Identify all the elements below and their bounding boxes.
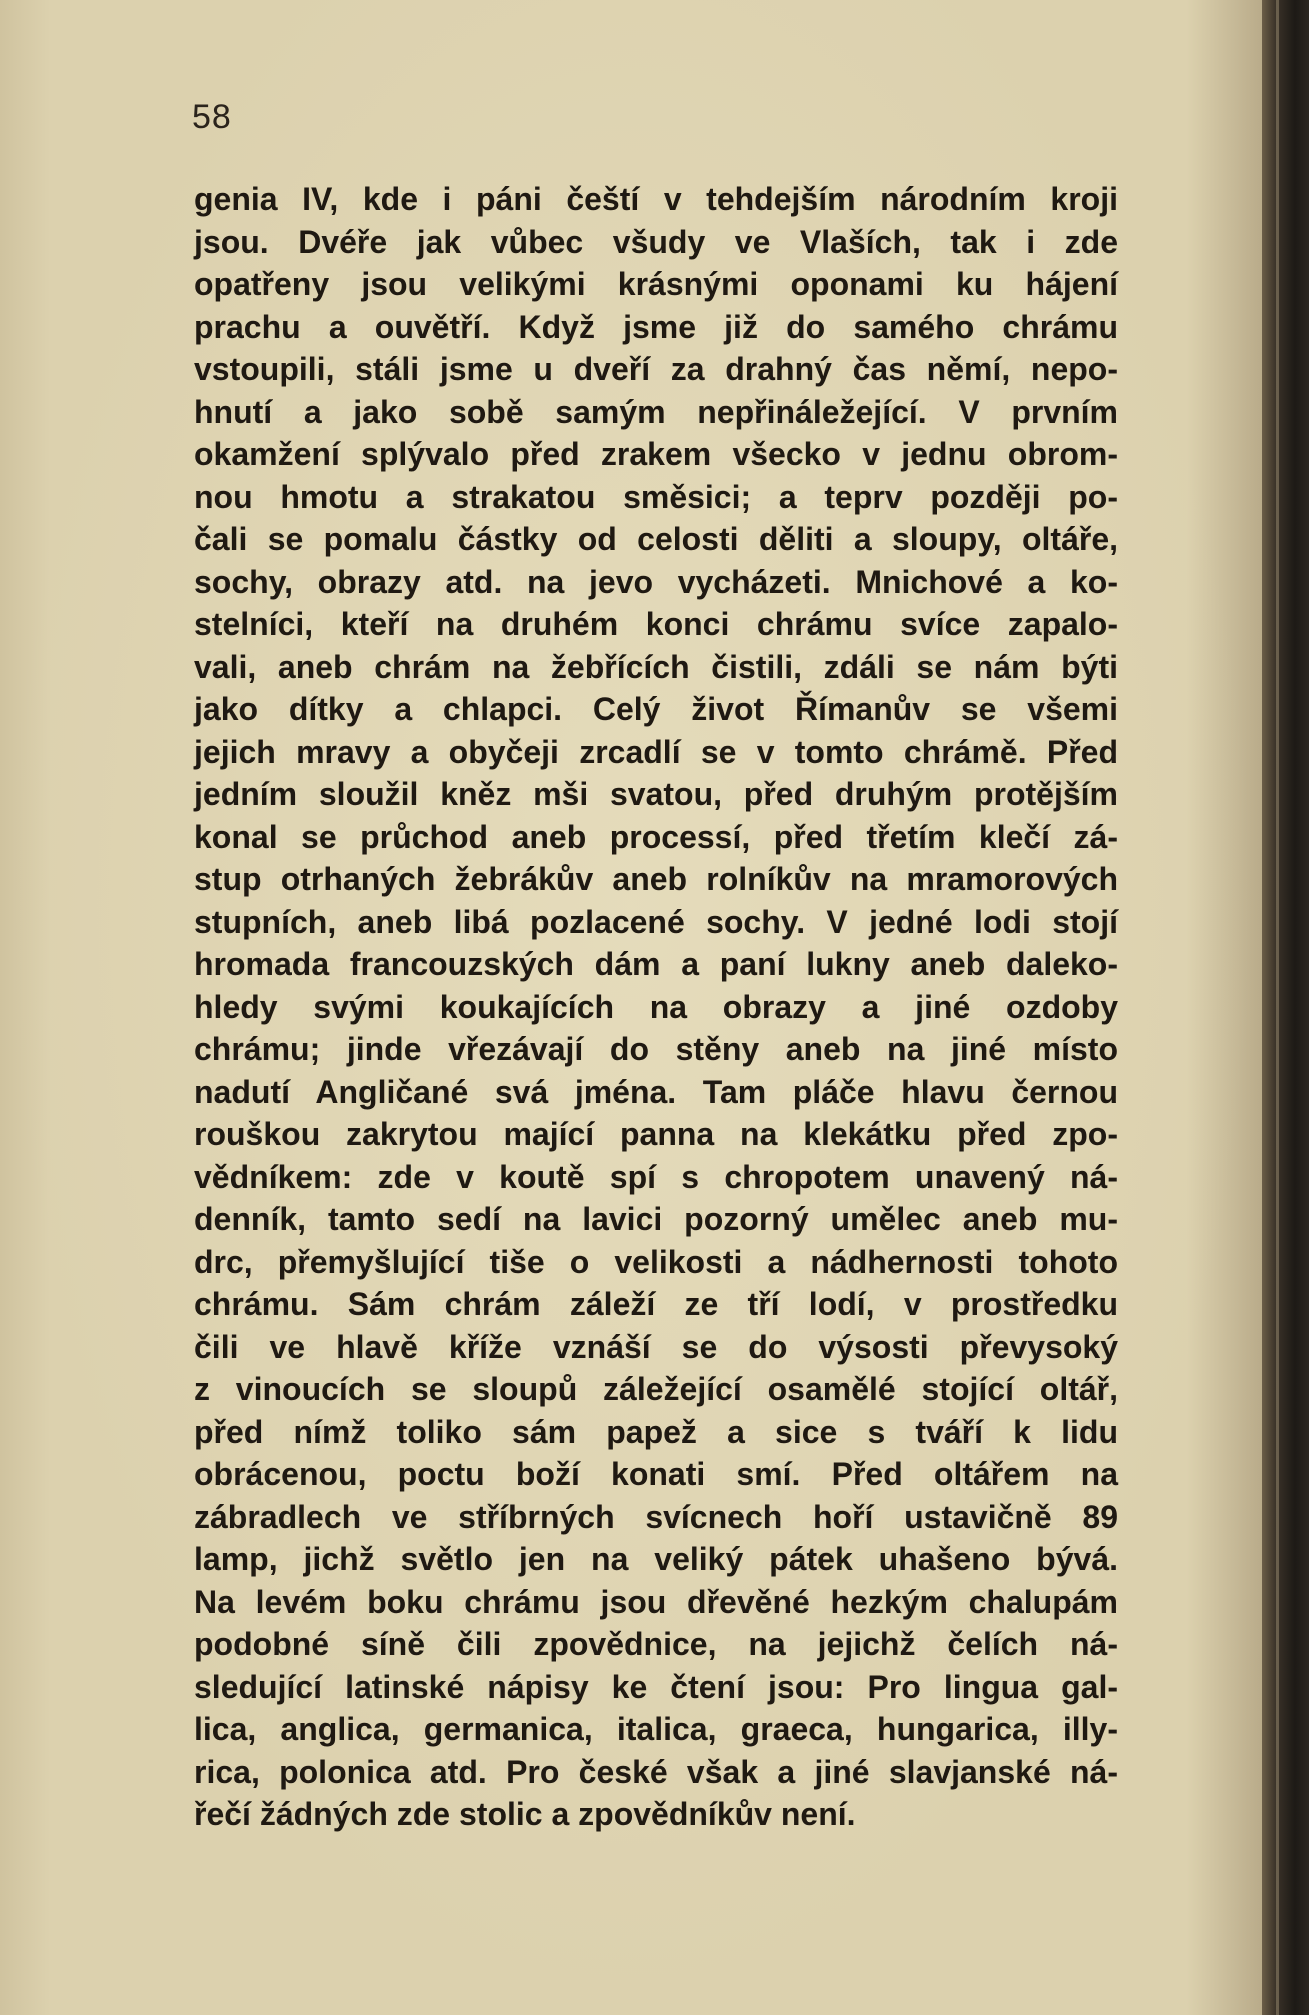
text-line: z vinoucích se sloupů záležející osamělé stojící oltář, [194, 1371, 1118, 1407]
text-line: stelníci, kteří na druhém konci chrámu svíce zapalo- [194, 606, 1118, 642]
text-line: jedním sloužil kněz mši svatou, před druhým protějším [194, 776, 1118, 812]
text-line: chrámu. Sám chrám záleží ze tří lodí, v prostředku [194, 1286, 1118, 1322]
gutter-edge [1276, 0, 1279, 2015]
text-line: zábradlech ve stříbrných svícnech hoří ustavičně 89 [194, 1498, 1118, 1535]
text-line: rouškou zakrytou mající panna na klekátku před zpo- [194, 1116, 1118, 1152]
text-line: denník, tamto sedí na lavici pozorný umělec aneb mu- [194, 1201, 1118, 1237]
text-line: vstoupili, stáli jsme u dveří za drahný čas němí, nepo- [194, 351, 1118, 387]
text-line: vědníkem: zde v koutě spí s chropotem unavený ná- [194, 1158, 1118, 1195]
text-line: drc, přemyšlující tiše o velikosti a nádhernosti tohoto [194, 1243, 1118, 1280]
text-line: vali, aneb chrám na žebřících čistili, zdáli se nám býti [194, 648, 1118, 685]
text-line: jejich mravy a obyčeji zrcadlí se v tomto chrámě. Před [194, 733, 1118, 770]
text-line: hnutí a jako sobě samým nepřináležející. V prvním [194, 393, 1118, 430]
text-line: hromada francouzských dám a paní lukny aneb daleko- [194, 946, 1118, 982]
text-line: čali se pomalu částky od celosti děliti a sloupy, oltáře, [194, 521, 1118, 557]
text-line: konal se průchod aneb processí, před třetím klečí zá- [194, 818, 1118, 855]
text-line: sledující latinské nápisy ke čtení jsou: Pro lingua gal- [194, 1668, 1118, 1705]
text-line: před nímž toliko sám papež a sice s tváří k lidu [194, 1413, 1118, 1450]
text-line: čili ve hlavě kříže vznáší se do výsosti převysoký [194, 1328, 1118, 1365]
text-line: chrámu; jinde vřezávají do stěny aneb na jiné místo [194, 1031, 1118, 1067]
text-line: lica, anglica, germanica, italica, graeca, hungarica, illy- [194, 1711, 1118, 1747]
text-line: řečí žádných zde stolic a zpovědníkův není. [194, 1796, 856, 1832]
text-line: jsou. Dvéře jak vůbec všudy ve Vlaších, tak i zde [194, 223, 1118, 260]
text-line: prachu a ouvětří. Když jsme již do samého chrámu [194, 308, 1118, 345]
text-line: podobné síně čili zpovědnice, na jejichž čelích ná- [194, 1626, 1118, 1662]
text-line: obrácenou, poctu boží konati smí. Před oltářem na [194, 1456, 1118, 1492]
text-line: stup otrhaných žebrákův aneb rolníkův na mramorových [194, 861, 1118, 897]
text-line: Na levém boku chrámu jsou dřevěné hezkým chalupám [194, 1583, 1118, 1620]
text-line: opatřeny jsou velikými krásnými oponami ku hájení [194, 266, 1118, 302]
text-line: sochy, obrazy atd. na jevo vycházeti. Mnichové a ko- [194, 563, 1118, 600]
text-line: jako dítky a chlapci. Celý život Římanův se všemi [194, 691, 1118, 727]
text-line: lamp, jichž světlo jen na veliký pátek uhašeno bývá. [194, 1541, 1118, 1577]
text-line: genia IV, kde i páni čeští v tehdejším národním kroji [194, 181, 1118, 217]
text-line: stupních, aneb libá pozlacené sochy. V jedné lodi stojí [194, 903, 1118, 940]
book-gutter [1262, 0, 1309, 2015]
text-line: rica, polonica atd. Pro české však a jiné slavjanské ná- [194, 1753, 1118, 1790]
text-line: hledy svými koukajících na obrazy a jiné ozdoby [194, 988, 1118, 1025]
text-line: okamžení splývalo před zrakem všecko v jednu obrom- [194, 436, 1118, 472]
text-line: nou hmotu a strakatou směsici; a teprv později po- [194, 478, 1118, 515]
page-number: 58 [192, 98, 232, 136]
text-line: nadutí Angličané svá jména. Tam pláče hlavu černou [194, 1073, 1118, 1110]
body-text [194, 178, 1118, 1836]
